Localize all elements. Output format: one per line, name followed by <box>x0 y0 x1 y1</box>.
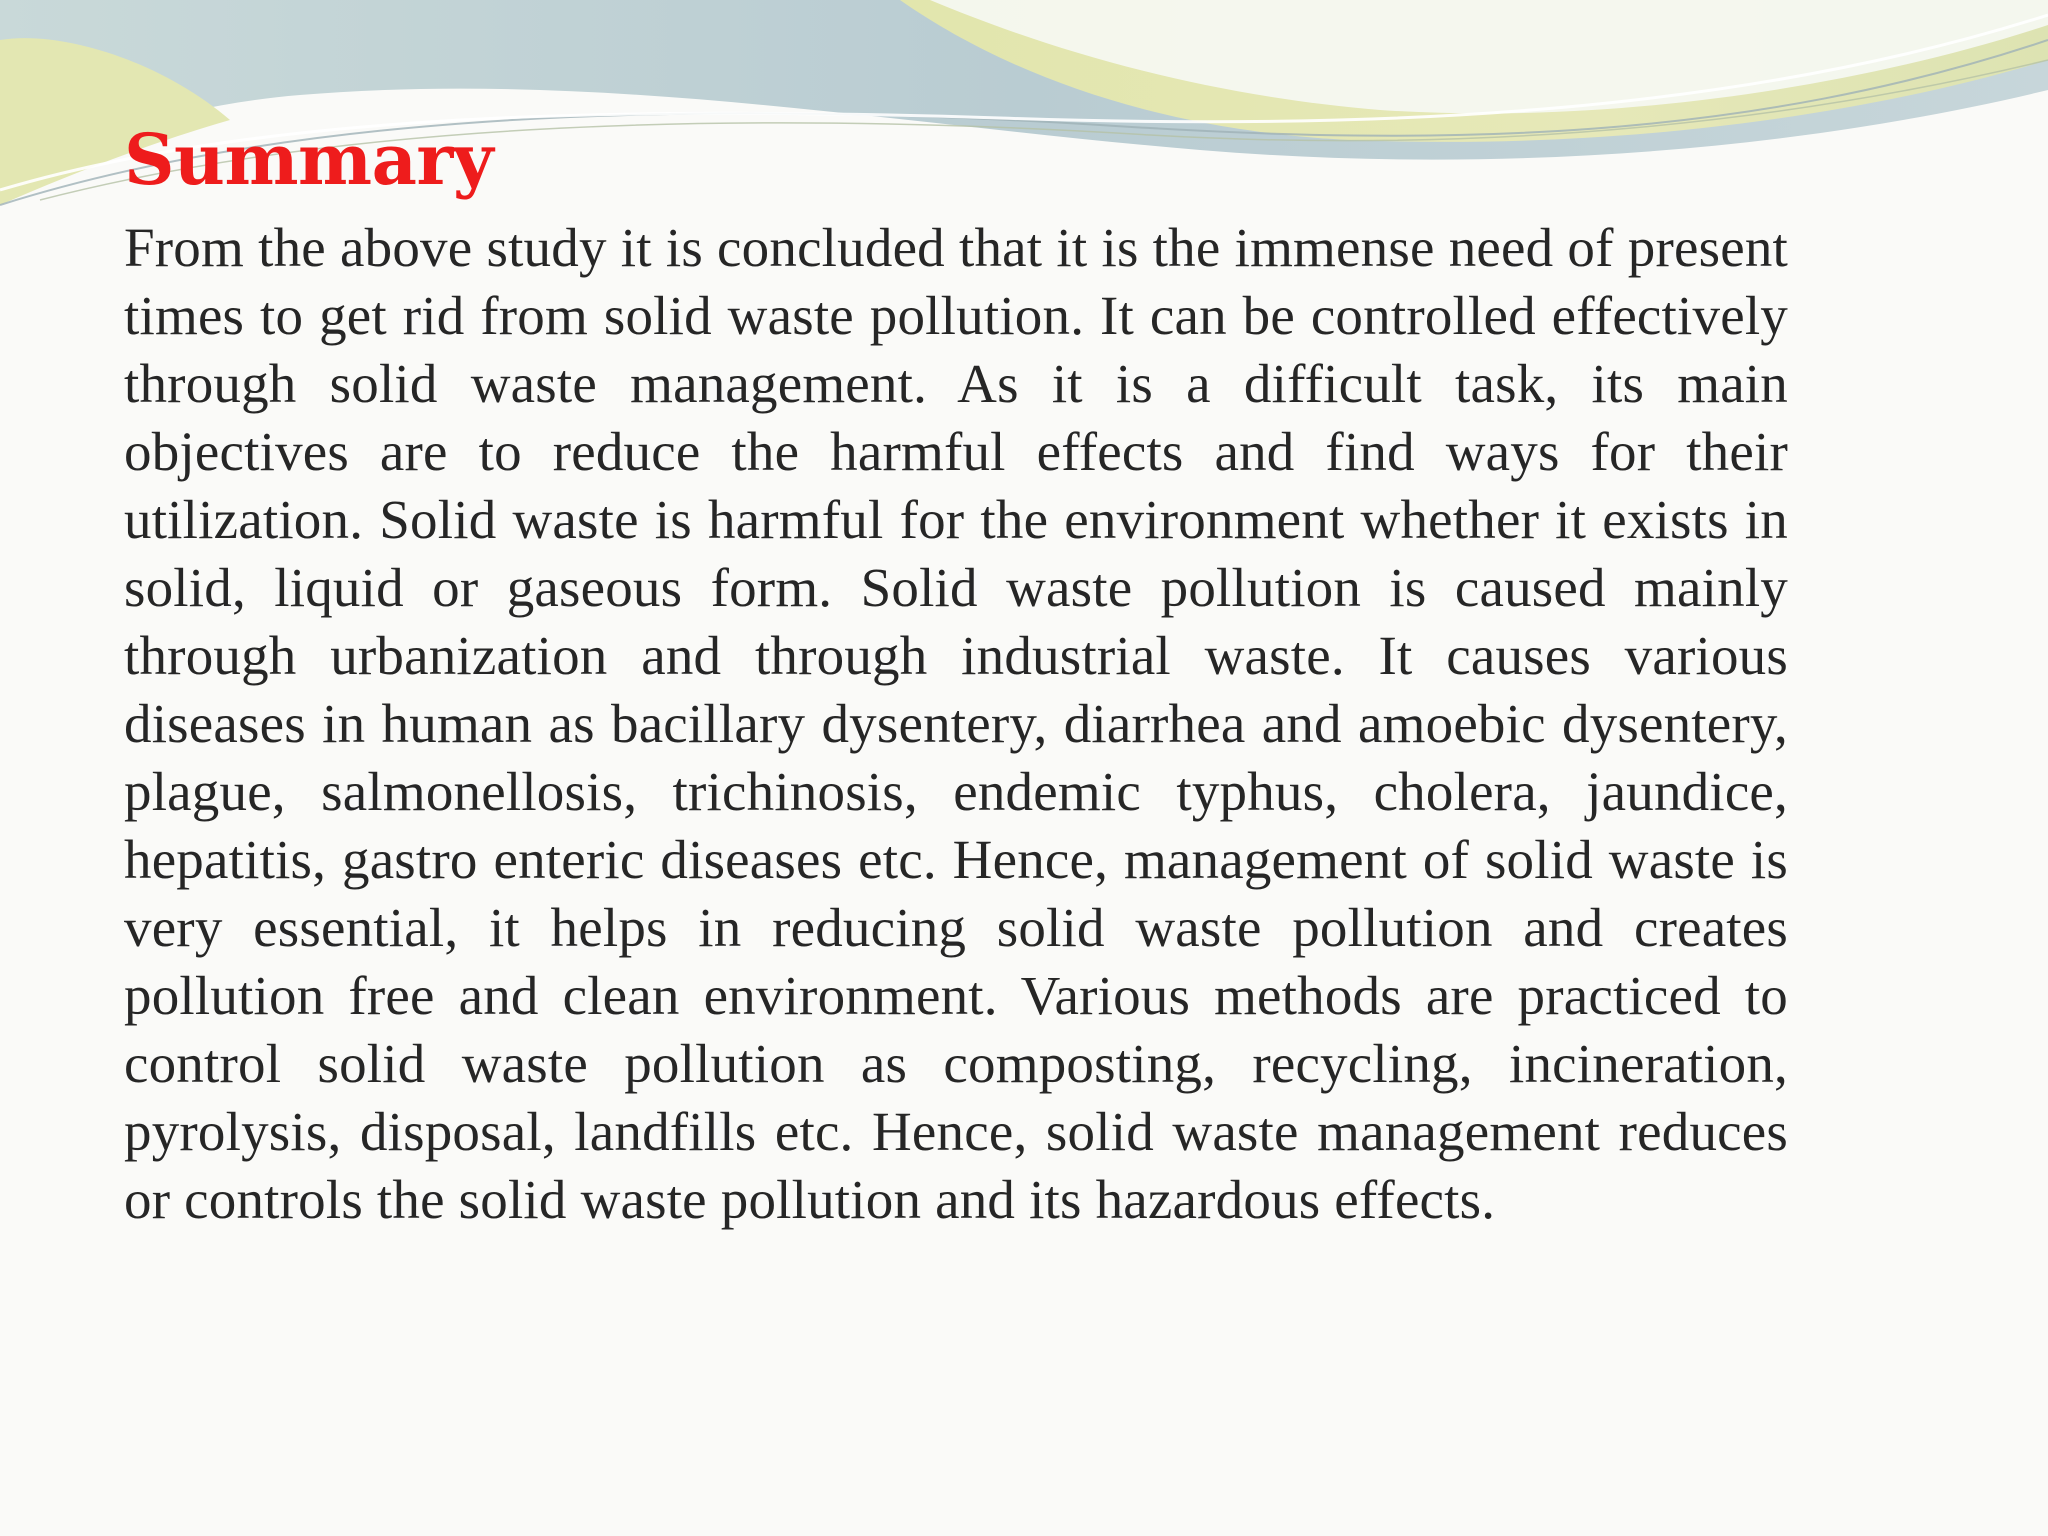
slide-title: Summary <box>124 118 493 201</box>
summary-paragraph: From the above study it is concluded that it is the immense need of present times to get rid from solid waste pollution. It can be controlled effectively through solid waste management. As it is a difficult task, its main objectives are to reduce the harmful effects and find ways for their utilization. Solid waste is harmful for the environment whether it exists in solid, liquid or gaseous form. Solid waste pollution is caused mainly through urbanization and through industrial waste. It causes various diseases in human as bacillary dysentery, diarrhea and amoebic dysentery, plague, salmonellosis, trichinosis, endemic typhus, cholera, jaundice, hepatitis, gastro enteric diseases etc. Hence, management of solid waste is very essential, it helps in reducing solid waste pollution and creates pollution free and clean environment. Various methods are practiced to control solid waste pollution as composting, recycling, incineration, pyrolysis, disposal, landfills etc. Hence, solid waste management reduces or controls the solid waste pollution and its hazardous effects. <box>124 217 1788 1230</box>
